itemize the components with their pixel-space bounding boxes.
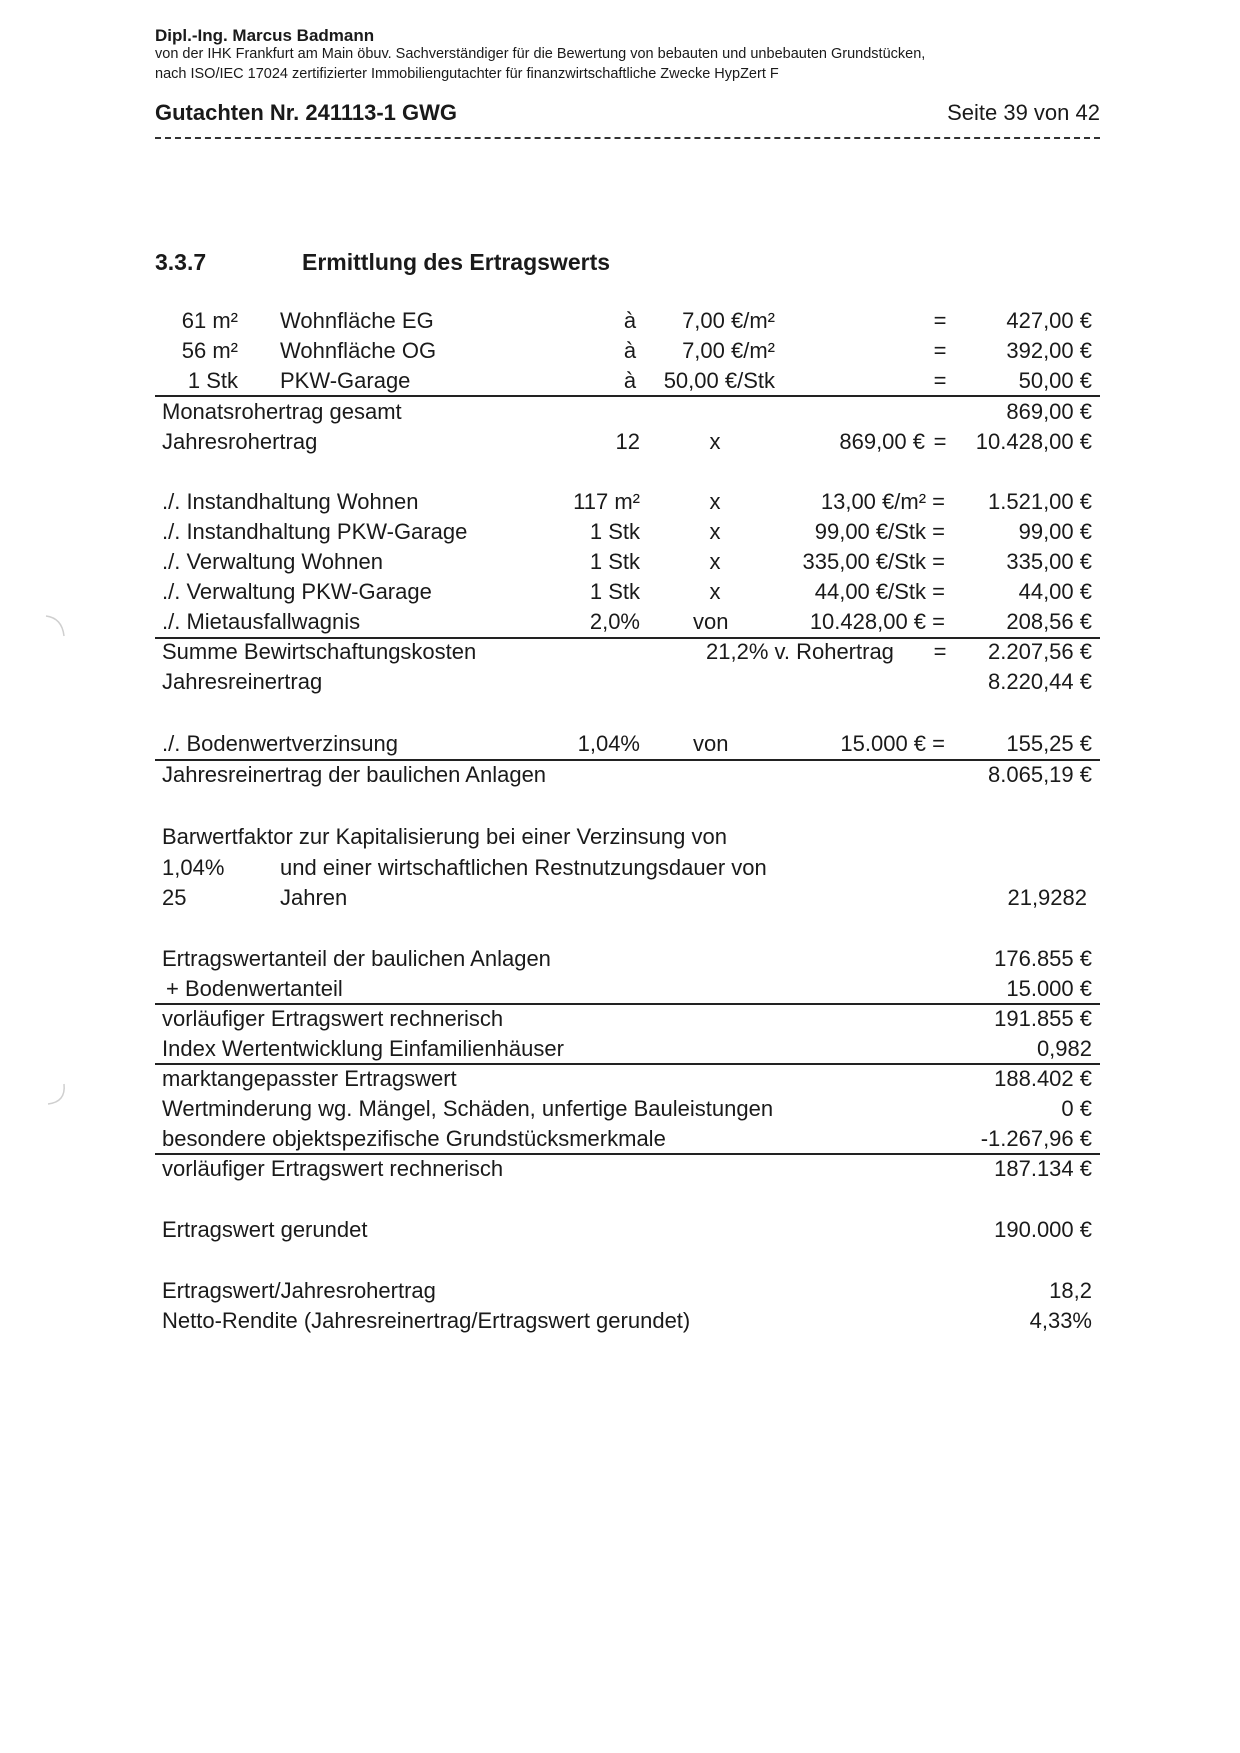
cost-qty: 1 Stk xyxy=(589,579,640,604)
monthly-label: Monatsrohertrag gesamt xyxy=(162,399,402,424)
rent-item-qty: 1 Stk xyxy=(187,368,238,393)
result-label: Wertminderung wg. Mängel, Schäden, unfertige Bauleistungen xyxy=(162,1096,774,1121)
page-number: Seite 39 von 42 xyxy=(947,100,1100,125)
cost-label: ./. Instandhaltung PKW-Garage xyxy=(162,519,468,544)
land-interest-row xyxy=(0,731,1240,759)
rent-item-qty: 61 m² xyxy=(181,308,238,333)
result-value: 15.000 € xyxy=(1006,976,1092,1001)
ratio-row xyxy=(0,1278,1240,1306)
yearly-op: x xyxy=(709,429,721,454)
rent-item-eq: = xyxy=(933,368,947,393)
rent-item-value: 50,00 € xyxy=(1018,368,1092,393)
rent-item-value: 427,00 € xyxy=(1006,308,1092,333)
factor-line-1 xyxy=(0,824,1240,852)
result-label: besondere objektspezifische Grundstücksmerkmale xyxy=(162,1126,666,1151)
cost-rate: 44,00 €/Stk = xyxy=(814,579,945,604)
ratio-value: 4,33% xyxy=(1029,1308,1092,1333)
rent-item-eq: = xyxy=(933,308,947,333)
cost-row xyxy=(0,549,1240,577)
header-divider xyxy=(155,137,1100,139)
result-row xyxy=(0,1066,1240,1094)
cost-rate: 335,00 €/Stk = xyxy=(802,549,945,574)
rent-item-qty: 56 m² xyxy=(181,338,238,363)
rent-item-op: à xyxy=(623,308,637,333)
monthly-value: 869,00 € xyxy=(1006,399,1092,424)
yearly-row xyxy=(0,429,1240,457)
result-row xyxy=(0,1096,1240,1124)
land-interest-qty: 1,04% xyxy=(577,731,640,756)
ratio-label: Ertragswert/Jahresrohertrag xyxy=(162,1278,436,1303)
cost-rate: 99,00 €/Stk = xyxy=(814,519,945,544)
rounded-label: Ertragswert gerundet xyxy=(162,1217,368,1242)
result-value: 187.134 € xyxy=(994,1156,1092,1181)
cost-qty: 117 m² xyxy=(573,489,640,514)
punch-hole-mark xyxy=(40,1080,70,1110)
rent-item-label: PKW-Garage xyxy=(280,368,411,393)
report-title: Gutachten Nr. 241113-1 GWG xyxy=(155,100,458,125)
factor-value: 21,9282 xyxy=(1007,885,1087,910)
cost-value: 99,00 € xyxy=(1018,519,1092,544)
cost-op: x xyxy=(709,519,721,544)
rent-item-eq: = xyxy=(933,338,947,363)
rounded-value: 190.000 € xyxy=(994,1217,1092,1242)
ratio-row xyxy=(0,1308,1240,1336)
rent-item-rate: 7,00 €/m² xyxy=(682,338,775,363)
ratio-label: Netto-Rendite (Jahresreinertrag/Ertragswert gerundet) xyxy=(162,1308,691,1333)
yearly-qty: 12 xyxy=(615,429,640,454)
result-label: vorläufiger Ertragswert rechnerisch xyxy=(162,1006,504,1031)
factor-text-1: Barwertfaktor zur Kapitalisierung bei einer Verzinsung von xyxy=(162,824,727,849)
cost-op: x xyxy=(709,489,721,514)
costs-sum-pct: 21,2% v. Rohertrag xyxy=(706,639,894,664)
rent-item-row xyxy=(0,308,1240,336)
rent-item-value: 392,00 € xyxy=(1006,338,1092,363)
factor-rate: 1,04% xyxy=(162,855,225,880)
cost-value: 208,56 € xyxy=(1006,609,1092,634)
result-label: + Bodenwertanteil xyxy=(166,976,343,1001)
divider-line xyxy=(155,1153,1100,1155)
monthly-row xyxy=(0,399,1240,427)
result-value: 0 € xyxy=(1061,1096,1092,1121)
costs-sum-value: 2.207,56 € xyxy=(988,639,1092,664)
cost-value: 335,00 € xyxy=(1006,549,1092,574)
yearly-value: 10.428,00 € xyxy=(975,429,1092,454)
rent-item-label: Wohnfläche OG xyxy=(280,338,437,363)
author-credentials-line-2: nach ISO/IEC 17024 zertifizierter Immobiliengutachter für finanzwirtschaftliche Zwecke HypZert F xyxy=(155,66,779,82)
land-interest-value: 155,25 € xyxy=(1006,731,1092,756)
cost-op: x xyxy=(709,579,721,604)
yearly-eq: = xyxy=(933,429,947,454)
cost-qty: 1 Stk xyxy=(589,519,640,544)
cost-rate: 10.428,00 € = xyxy=(809,609,945,634)
result-value: 188.402 € xyxy=(994,1066,1092,1091)
result-label: marktangepasster Ertragswert xyxy=(162,1066,457,1091)
result-label: Index Wertentwicklung Einfamilienhäuser xyxy=(162,1036,564,1061)
rent-item-op: à xyxy=(623,368,637,393)
cost-row xyxy=(0,579,1240,607)
ratio-value: 18,2 xyxy=(1049,1278,1092,1303)
cost-label: ./. Verwaltung Wohnen xyxy=(162,549,383,574)
result-value: 0,982 xyxy=(1036,1036,1092,1061)
net-income-label: Jahresreinertrag xyxy=(162,669,323,694)
factor-years: 25 xyxy=(162,885,187,910)
cost-label: ./. Mietausfallwagnis xyxy=(162,609,361,634)
cost-qty: 2,0% xyxy=(589,609,640,634)
result-row xyxy=(0,1006,1240,1034)
factor-line-3 xyxy=(0,885,1240,913)
land-interest-rate: 15.000 € = xyxy=(840,731,945,756)
cost-label: ./. Instandhaltung Wohnen xyxy=(162,489,419,514)
net-income-row xyxy=(0,669,1240,697)
rent-item-rate: 50,00 €/Stk xyxy=(663,368,775,393)
rounded-row xyxy=(0,1217,1240,1245)
section-number: 3.3.7 xyxy=(155,249,207,275)
result-label: Ertragswertanteil der baulichen Anlagen xyxy=(162,946,551,971)
cost-op: x xyxy=(709,549,721,574)
costs-sum-row xyxy=(0,639,1240,667)
factor-line-2 xyxy=(0,855,1240,883)
cost-value: 1.521,00 € xyxy=(988,489,1092,514)
rent-item-row xyxy=(0,368,1240,396)
divider-line xyxy=(155,1003,1100,1005)
cost-row xyxy=(0,519,1240,547)
result-row xyxy=(0,976,1240,1004)
result-label: vorläufiger Ertragswert rechnerisch xyxy=(162,1156,504,1181)
author-credentials-line-1: von der IHK Frankfurt am Main öbuv. Sachverständiger für die Bewertung von bebauten und unbebauten Grundstücken, xyxy=(155,46,926,62)
cost-rate: 13,00 €/m² = xyxy=(820,489,945,514)
author-name: Dipl.-Ing. Marcus Badmann xyxy=(155,26,375,45)
yearly-label: Jahresrohertrag xyxy=(162,429,318,454)
factor-text-3: Jahren xyxy=(280,885,348,910)
cost-row xyxy=(0,609,1240,637)
rent-item-rate: 7,00 €/m² xyxy=(682,308,775,333)
land-interest-op: von xyxy=(693,731,729,756)
divider-line xyxy=(155,759,1100,761)
land-interest-label: ./. Bodenwertverzinsung xyxy=(162,731,399,756)
factor-text-2: und einer wirtschaftlichen Restnutzungsdauer von xyxy=(280,855,767,880)
rent-item-label: Wohnfläche EG xyxy=(280,308,434,333)
building-income-row xyxy=(0,762,1240,790)
result-row xyxy=(0,1036,1240,1064)
result-row xyxy=(0,1126,1240,1154)
section-title: Ermittlung des Ertragswerts xyxy=(302,249,611,275)
result-row xyxy=(0,946,1240,974)
divider-line xyxy=(155,1063,1100,1065)
result-row xyxy=(0,1156,1240,1184)
cost-label: ./. Verwaltung PKW-Garage xyxy=(162,579,432,604)
divider-line xyxy=(155,395,1100,397)
building-income-value: 8.065,19 € xyxy=(988,762,1092,787)
rent-item-op: à xyxy=(623,338,637,363)
rent-item-row xyxy=(0,338,1240,366)
cost-qty: 1 Stk xyxy=(589,549,640,574)
cost-value: 44,00 € xyxy=(1018,579,1092,604)
result-value: 191.855 € xyxy=(994,1006,1092,1031)
net-income-value: 8.220,44 € xyxy=(988,669,1092,694)
result-value: -1.267,96 € xyxy=(980,1126,1092,1151)
building-income-label: Jahresreinertrag der baulichen Anlagen xyxy=(162,762,547,787)
result-value: 176.855 € xyxy=(994,946,1092,971)
costs-sum-eq: = xyxy=(933,639,947,664)
yearly-rate: 869,00 € xyxy=(839,429,925,454)
costs-sum-label: Summe Bewirtschaftungskosten xyxy=(162,639,477,664)
cost-op: von xyxy=(693,609,729,634)
punch-hole-mark xyxy=(40,612,70,642)
cost-row xyxy=(0,489,1240,517)
